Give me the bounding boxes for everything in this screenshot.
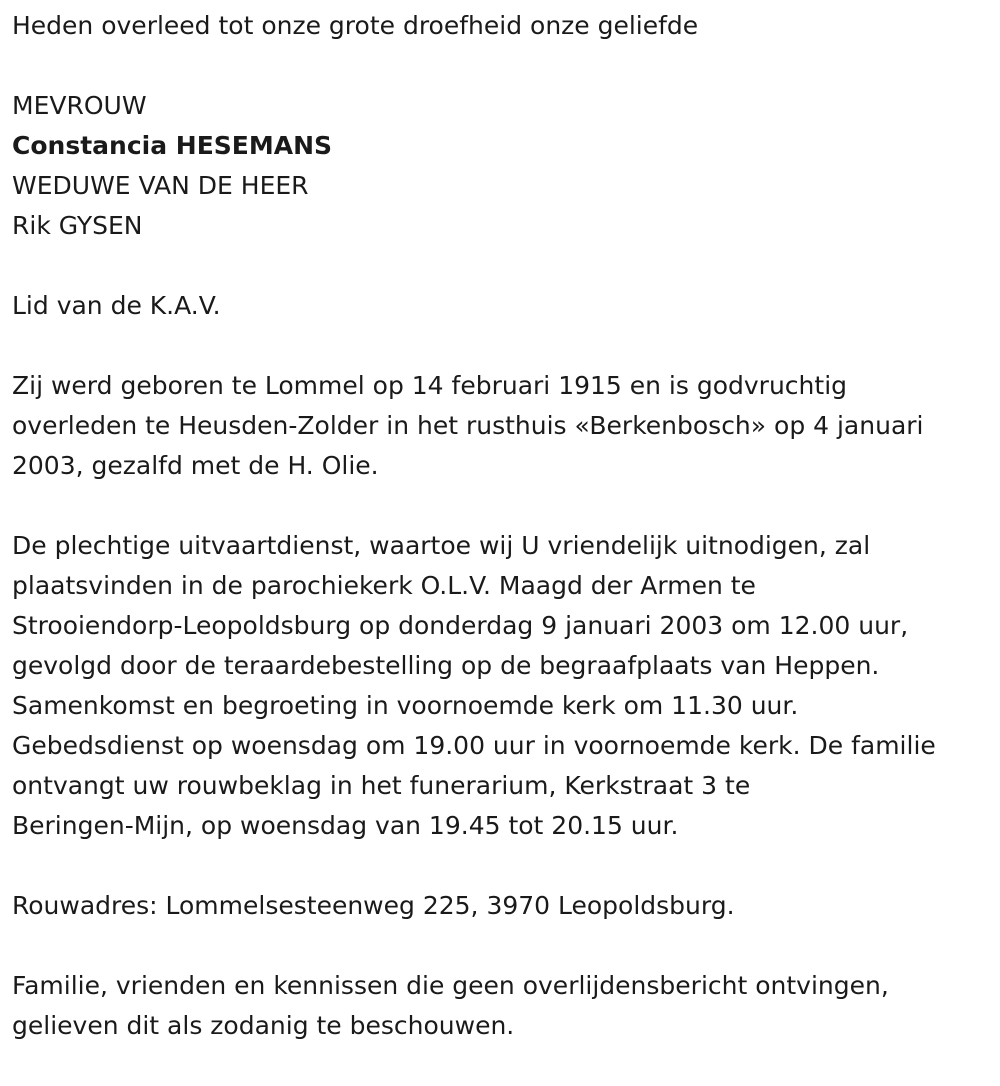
spouse-name: Rik GYSEN [12,211,143,240]
spacer [12,926,990,966]
paragraph-line: De plechtige uitvaartdienst, waartoe wij U vriendelijk uitnodigen, zal [12,531,871,560]
spacer [12,326,990,366]
paragraph-line: plaatsvinden in de parochiekerk O.L.V. Maagd der Armen te [12,571,756,600]
paragraph-line: overleden te Heusden-Zolder in het rusthuis «Berkenbosch» op 4 januari [12,411,924,440]
widow-of-line: WEDUWE VAN DE HEER [12,171,309,200]
paragraph-line: ontvangt uw rouwbeklag in het funerarium, Kerkstraat 3 te [12,771,751,800]
paragraph-line: Gebedsdienst op woensdag om 19.00 uur in voornoemde kerk. De familie [12,731,936,760]
paragraph-line: gevolgd door de teraardebestelling op de begraafplaats van Heppen. [12,651,880,680]
spacer [12,46,990,86]
paragraph-line: gelieven dit als zodanig te beschouwen. [12,1011,515,1040]
paragraph-line: Zij werd geboren te Lommel op 14 februari 1915 en is godvruchtig [12,371,848,400]
paragraph-line: Strooiendorp-Leopoldsburg op donderdag 9 januari 2003 om 12.00 uur, [12,611,909,640]
service-paragraph [12,526,990,846]
spacer [12,486,990,526]
spacer [12,846,990,886]
mourning-address: Rouwadres: Lommelsesteenweg 225, 3970 Leopoldsburg. [12,891,735,920]
membership-line: Lid van de K.A.V. [12,291,221,320]
intro-line: Heden overleed tot onze grote droefheid onze geliefde [12,11,699,40]
closing-paragraph [12,966,990,1046]
deceased-name: Constancia HESEMANS [12,131,333,160]
spacer [12,246,990,286]
paragraph-line: Samenkomst en begroeting in voornoemde kerk om 11.30 uur. [12,691,799,720]
paragraph-line: 2003, gezalfd met de H. Olie. [12,451,379,480]
birth-paragraph [12,366,990,486]
title-line: MEVROUW [12,91,147,120]
paragraph-line: Familie, vrienden en kennissen die geen overlijdensbericht ontvingen, [12,971,889,1000]
paragraph-line: Beringen-Mijn, op woensdag van 19.45 tot 20.15 uur. [12,811,679,840]
